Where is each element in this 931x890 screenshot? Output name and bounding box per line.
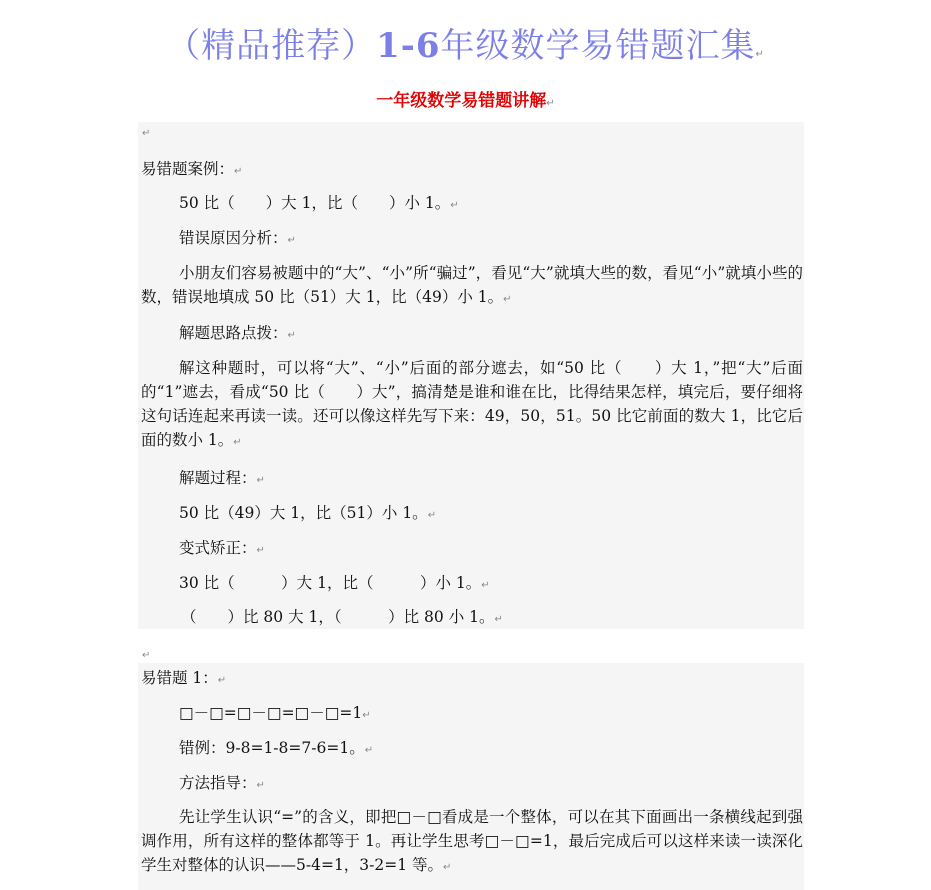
paragraph-mark-icon: ↵: [234, 166, 243, 177]
paragraph-mark-icon: ↵: [142, 650, 151, 661]
subtitle-text: 一年级数学易错题讲解: [376, 91, 547, 111]
paragraph-mark-icon: ↵: [287, 235, 296, 246]
problem1-block: [138, 663, 804, 890]
error-analysis-heading: 错误原因分析：↵: [179, 229, 296, 247]
variant-question-1: 30 比（ ）大 1，比（ ）小 1。↵: [179, 574, 490, 592]
paragraph-mark-icon: ↵: [142, 128, 151, 139]
variant-heading: 变式矫正：↵: [179, 539, 265, 557]
process-text: 50 比（49）大 1，比（51）小 1。↵: [179, 504, 437, 522]
paragraph-mark-icon: ↵: [494, 614, 503, 625]
paragraph-mark-icon: ↵: [755, 49, 765, 60]
paragraph-mark-icon: ↵: [362, 710, 371, 721]
section-subtitle: [0, 86, 931, 111]
paragraph-mark-icon: ↵: [481, 580, 490, 591]
error-analysis-text: 小朋友们容易被题中的“大”、“小”所“骗过”，看见“大”就填大些的数，看见“小”就填小些的数，错误地填成 50 比（51）大 1，比（49）小 1。↵: [141, 264, 803, 306]
paragraph-mark-icon: ↵: [256, 545, 265, 556]
problem1-heading: 易错题 1：↵: [141, 669, 227, 687]
title-suffix: 年级数学易错题汇集: [440, 26, 756, 66]
variant-question-2: （ ）比 80 大 1，（ ）比 80 小 1。↵: [181, 608, 503, 626]
document-title: [0, 18, 931, 67]
paragraph-mark-icon: ↵: [450, 200, 459, 211]
problem1-wrong-example: 错例：9-8=1-8=7-6=1。↵: [179, 739, 374, 757]
paragraph-mark-icon: ↵: [546, 98, 555, 109]
paragraph-mark-icon: ↵: [364, 745, 374, 756]
title-grade-range: 1-6: [376, 26, 441, 66]
problem1-equation: □－□=□－□=□－□=1↵: [179, 704, 371, 722]
hint-text: 解这种题时，可以将“大”、“小”后面的部分遮去，如“50 比（ ）大 1，”把“大”后面的“1”遮去，看成“50 比（ ）大”，搞清楚是谁和谁在比，比得结果怎样，填完后，要仔细将这句话连起来再读一读。还可以像这样先写下来：49，50，51。50 比它前面的数大 1，比它后面的数小 1。↵: [141, 359, 803, 449]
paragraph-mark-icon: ↵: [233, 437, 242, 448]
case-question: 50 比（ ）大 1，比（ ）小 1。↵: [179, 194, 459, 212]
paragraph-mark-icon: ↵: [443, 862, 452, 873]
case-block: [138, 122, 804, 629]
paragraph-mark-icon: ↵: [287, 330, 296, 341]
paragraph-mark-icon: ↵: [256, 780, 265, 791]
paragraph-mark-icon: ↵: [427, 510, 437, 521]
hint-heading: 解题思路点拨：↵: [179, 324, 296, 342]
process-heading: 解题过程：↵: [179, 469, 265, 487]
paragraph-mark-icon: ↵: [503, 294, 512, 305]
problem1-method-text: 先让学生认识“=”的含义，即把□－□看成是一个整体，可以在其下面画出一条横线起到强调作用，所有这样的整体都等于 1。再让学生思考□－□=1，最后完成后可以这样来读一读深化学生对整体的认识——5-4=1，3-2=1 等。↵: [141, 808, 803, 874]
problem1-method-heading: 方法指导：↵: [179, 774, 265, 792]
case-heading: 易错题案例：↵: [141, 160, 243, 178]
title-prefix: （精品推荐）: [166, 26, 377, 66]
paragraph-mark-icon: ↵: [217, 675, 227, 686]
paragraph-mark-icon: ↵: [256, 475, 265, 486]
